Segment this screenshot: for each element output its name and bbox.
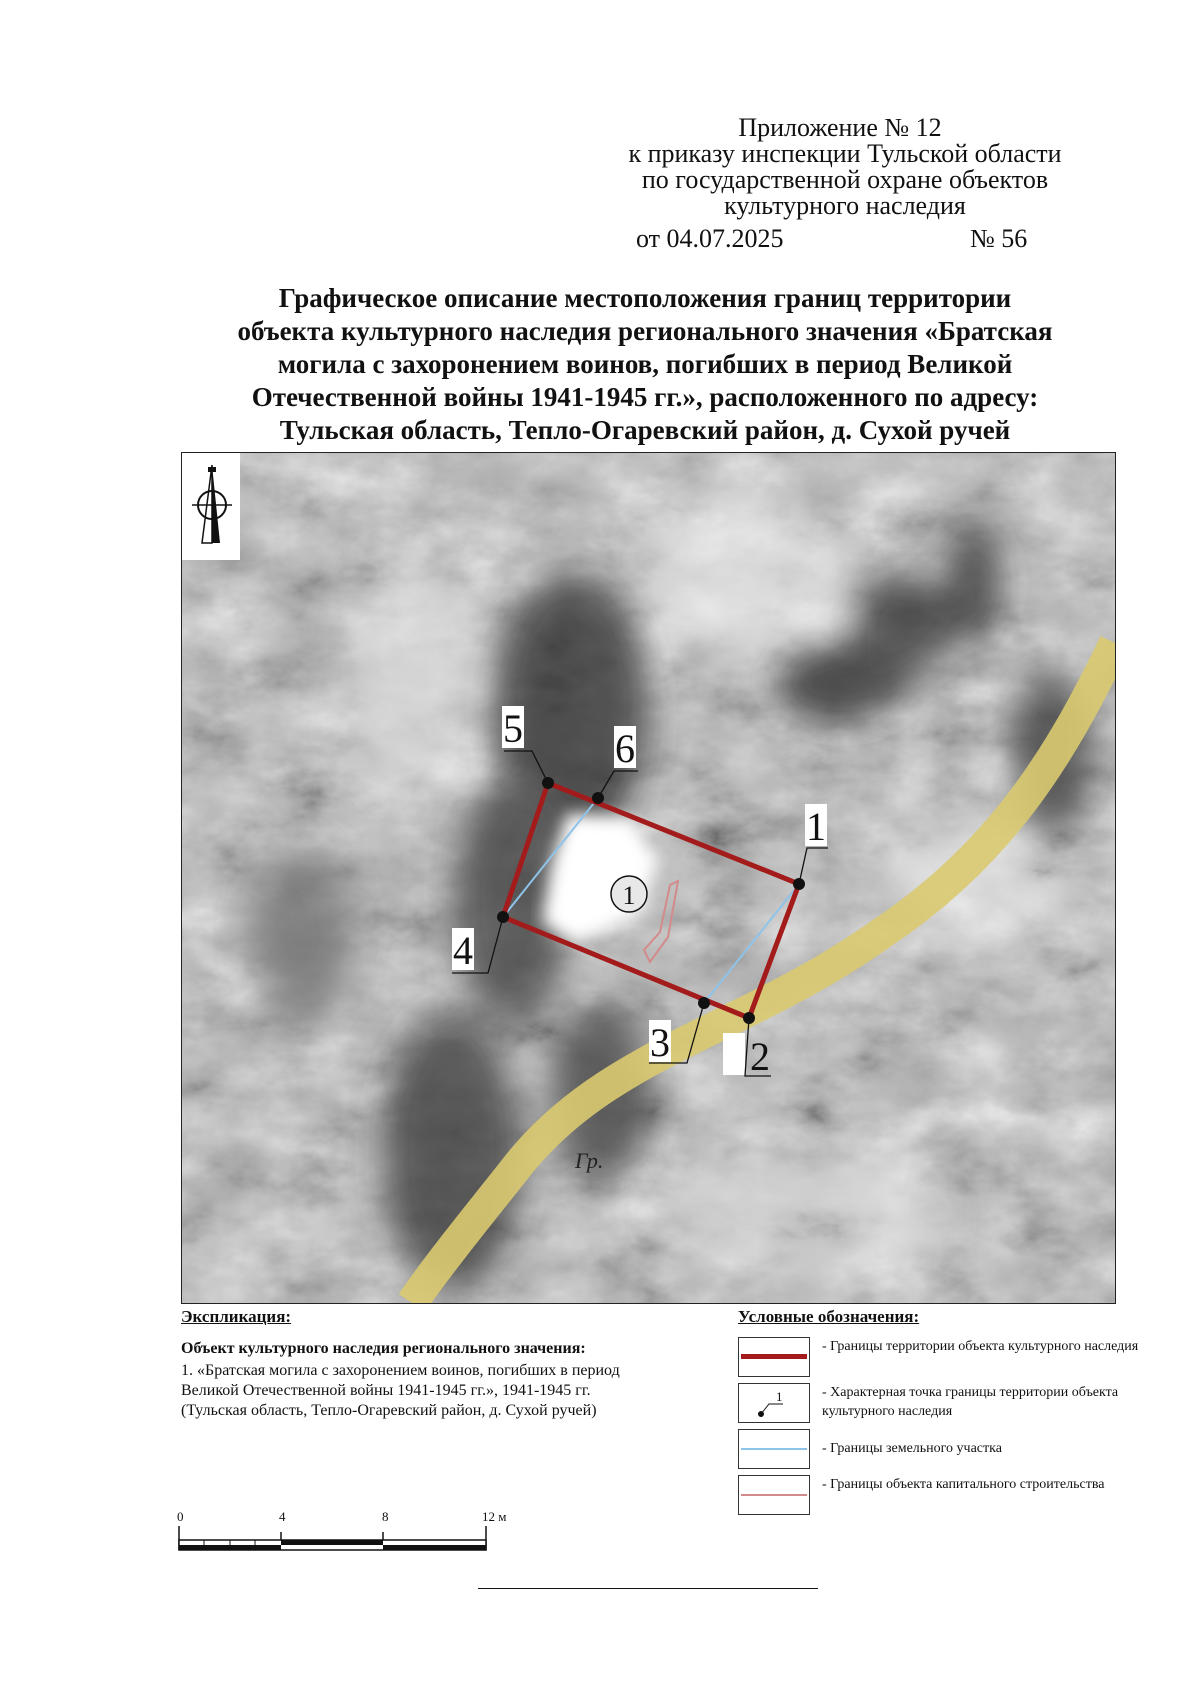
point-label-6: 6 xyxy=(615,726,635,771)
legend-swatch-heritage-boundary xyxy=(738,1337,810,1377)
legend-point-sample: 1 xyxy=(776,1389,783,1404)
point-label-5: 5 xyxy=(503,706,523,751)
legend-item-capital-construction xyxy=(738,1475,1148,1515)
point-5 xyxy=(542,777,554,789)
order-issuer: по государственной охране объектов xyxy=(641,165,1049,194)
scale-tick-4: 4 xyxy=(279,1509,286,1524)
explication-text xyxy=(181,1361,721,1421)
legend-point-icon xyxy=(739,1384,809,1422)
scale-bar-graphic xyxy=(178,1526,518,1552)
title-line-2: объекта культурного наследия регионального значения «Братская xyxy=(237,316,1053,346)
scale-tick-8: 8 xyxy=(382,1509,389,1524)
legend-item-land-parcel xyxy=(738,1429,1148,1469)
order-issuer-cont: культурного наследия xyxy=(724,191,966,220)
signature-line xyxy=(478,1588,818,1589)
point-6 xyxy=(592,792,604,804)
north-arrow-icon xyxy=(182,453,240,560)
order-date: от 04.07.2025 xyxy=(636,224,784,253)
appendix-number: Приложение № 12 xyxy=(738,113,942,142)
legend-swatch-capital-construction xyxy=(738,1475,810,1515)
explication-object-type: Объект культурного наследия регионального значения: xyxy=(181,1340,586,1357)
legend-swatch-land-parcel xyxy=(738,1429,810,1469)
map-panel xyxy=(181,452,1116,1304)
title-line-1: Графическое описание местоположения границ территории xyxy=(278,283,1012,313)
point-3 xyxy=(698,997,710,1009)
point-label-4: 4 xyxy=(453,928,473,973)
scale-tick-0: 0 xyxy=(177,1509,184,1524)
object-number: 1 xyxy=(622,881,636,910)
order-number: № 56 xyxy=(970,224,1028,253)
point-label-3: 3 xyxy=(650,1020,670,1065)
explication-line-1: 1. «Братская могила с захоронением воинов, погибших в период xyxy=(181,1362,620,1379)
explication-line-2: Великой Отечественной войны 1941-1945 гг.», 1941-1945 гг. xyxy=(181,1382,591,1399)
title-line-5: Тульская область, Тепло-Огаревский район, д. Сухой ручей xyxy=(279,415,1011,445)
document-title xyxy=(180,282,1110,447)
point-2 xyxy=(743,1012,755,1024)
legend-item-characteristic-point xyxy=(738,1383,1148,1423)
legend-item-heritage-boundary xyxy=(738,1337,1148,1377)
order-reference: к приказу инспекции Тульской области xyxy=(628,139,1062,168)
legend-text-heritage-boundary: - Границы территории объекта культурного наследия xyxy=(822,1339,1139,1354)
point-1 xyxy=(793,878,805,890)
explication-line-3: (Тульская область, Тепло-Огаревский район, д. Сухой ручей) xyxy=(181,1402,597,1419)
legend-text-capital-construction: - Границы объекта капитального строительства xyxy=(822,1477,1105,1492)
legend-swatch-characteristic-point xyxy=(738,1383,810,1423)
point-label-1: 1 xyxy=(806,804,826,849)
map-svg xyxy=(182,453,1115,1303)
explication-heading: Экспликация: xyxy=(181,1307,292,1326)
point-label-2: 2 xyxy=(750,1034,770,1079)
legend-text-land-parcel: - Границы земельного участка xyxy=(822,1441,1002,1456)
title-line-3: могила с захоронением воинов, погибших в период Великой xyxy=(277,349,1013,379)
legend-heading: Условные обозначения: xyxy=(738,1307,920,1326)
road-label: Гр. xyxy=(575,1148,604,1173)
title-line-4: Отечественной войны 1941-1945 гг.», расположенного по адресу: xyxy=(251,382,1039,412)
legend-text-characteristic-point: - Характерная точка границы территории объекта культурного наследия xyxy=(822,1385,1119,1419)
scale-tick-12: 12 м xyxy=(482,1509,507,1524)
point-4 xyxy=(497,911,509,923)
